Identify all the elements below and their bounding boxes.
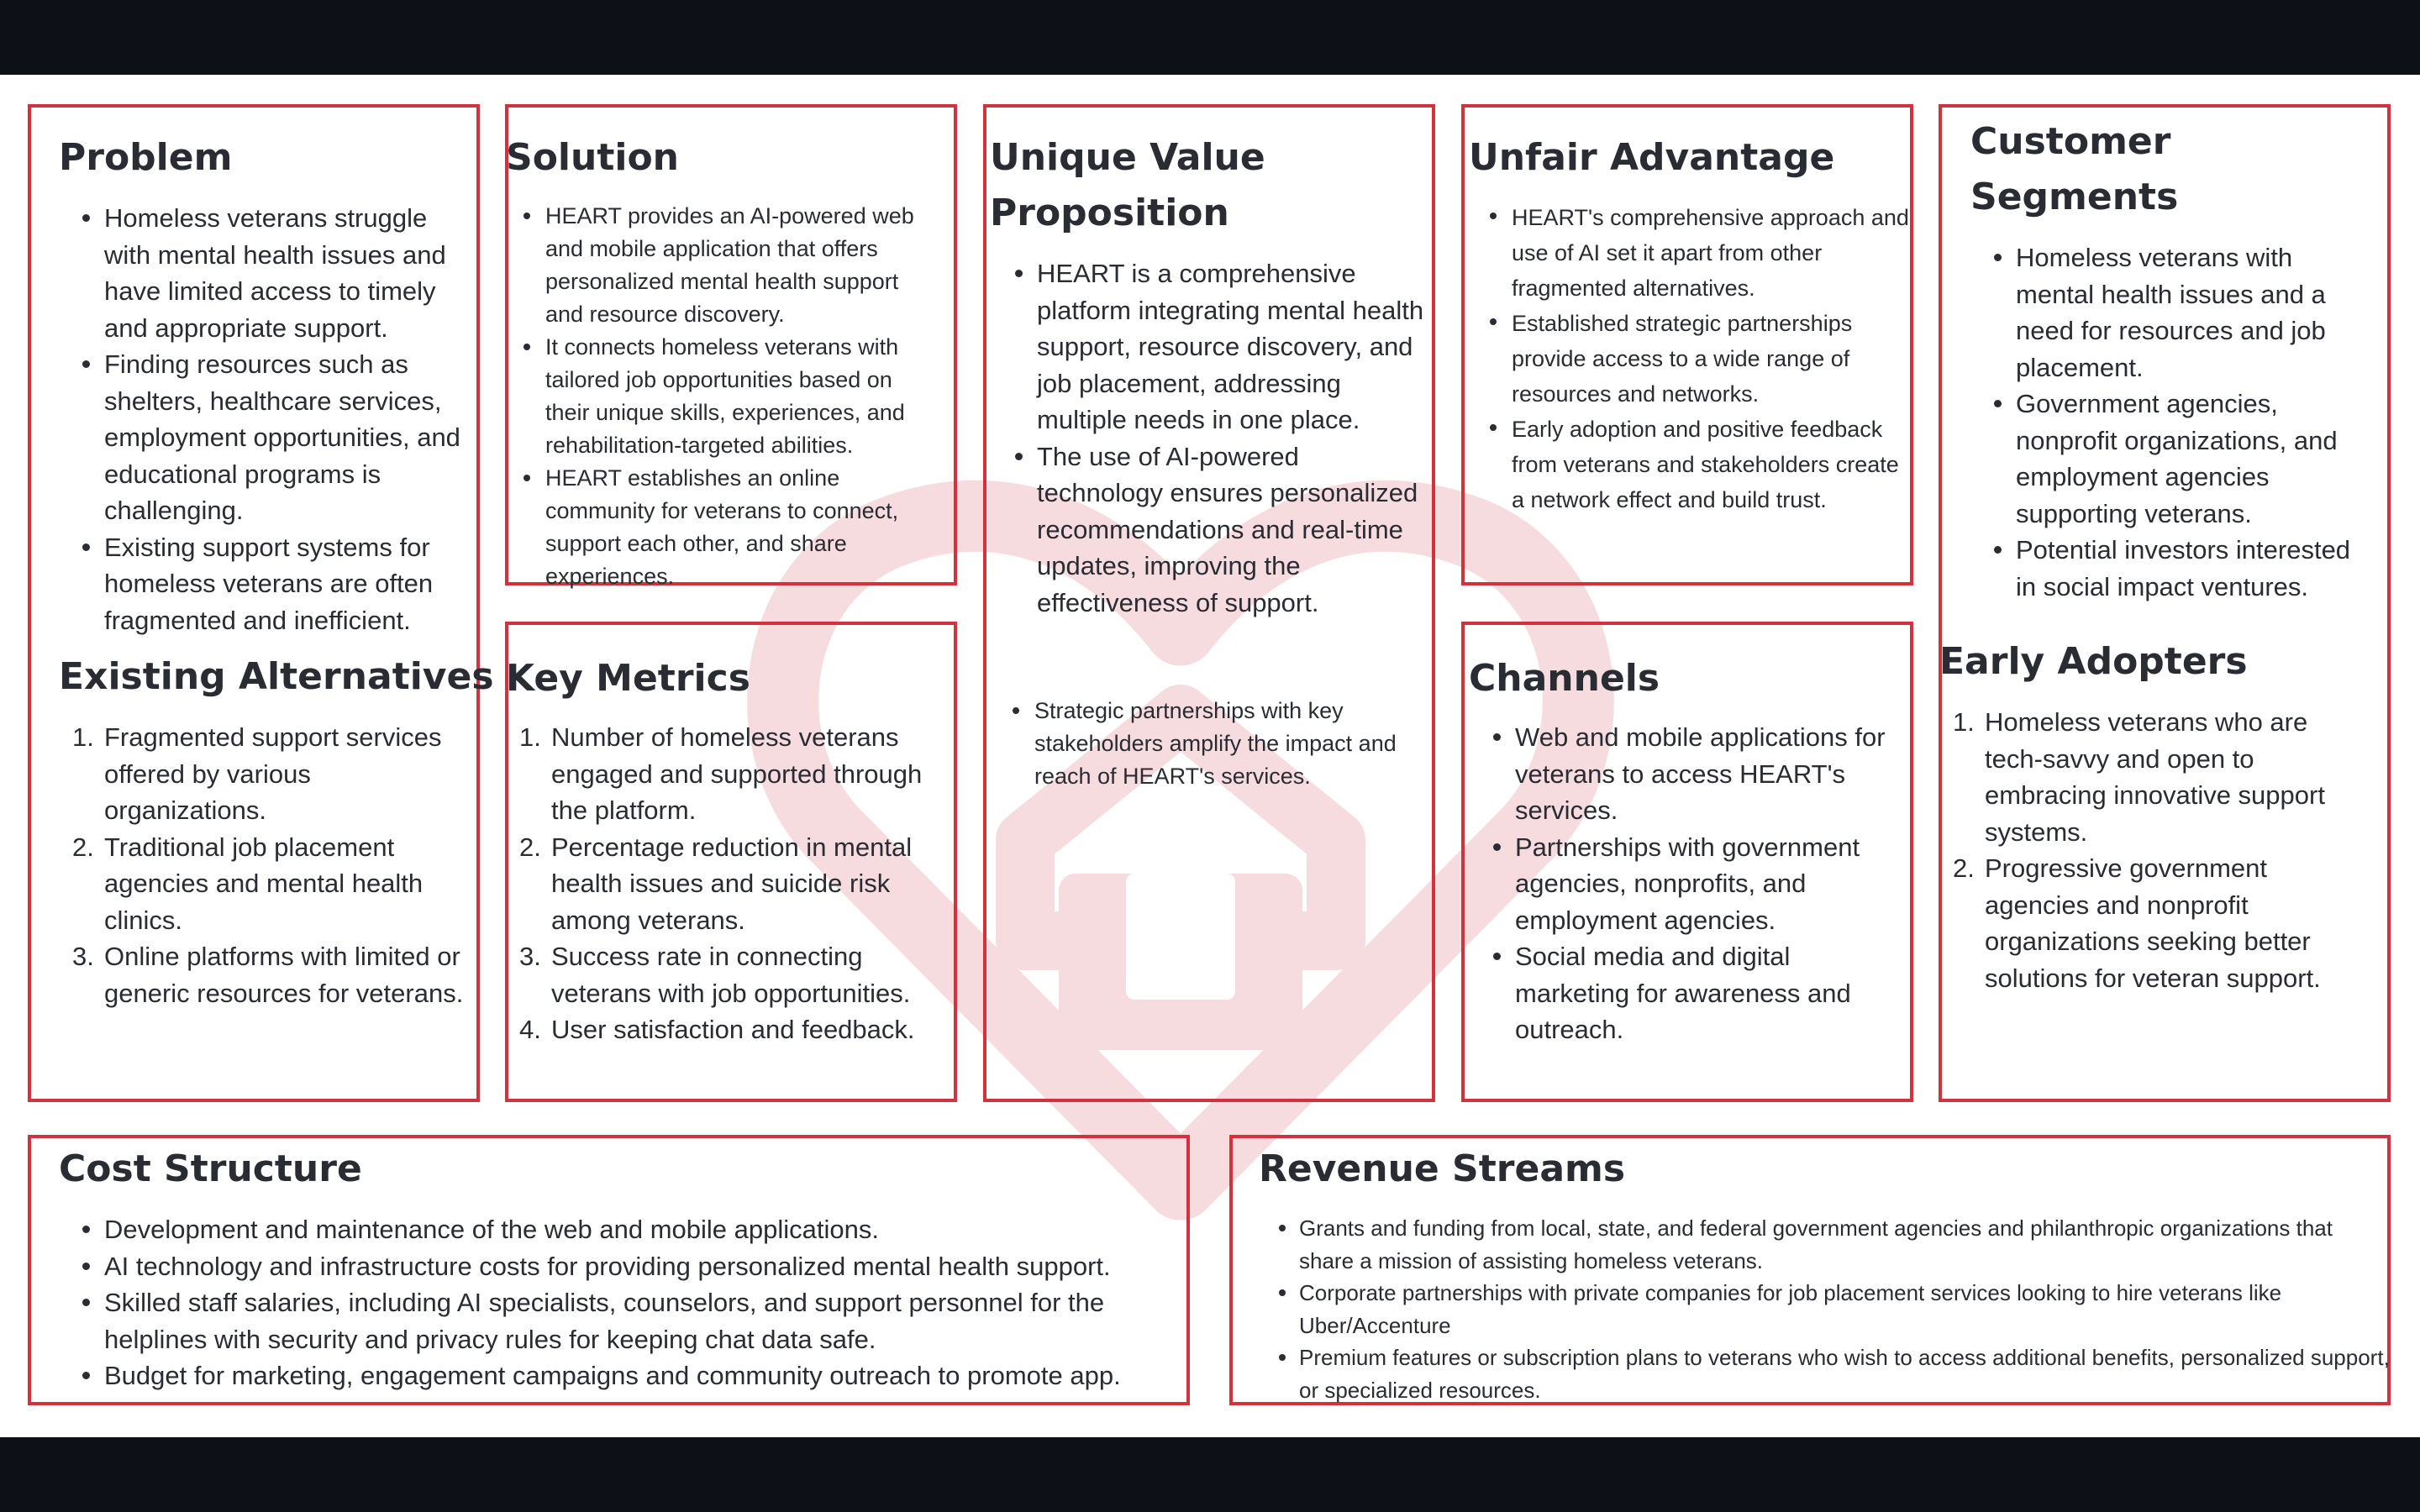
early-adopters-list <box>1985 704 2371 996</box>
list-item: Grants and funding from local, state, and federal government agencies and philanthropic organizations that share a mission of assisting homeless veterans. <box>1299 1212 2391 1277</box>
list-item: The use of AI-powered technology ensures personalized recommendations and real-time updates, improving the effectiveness of support. <box>1037 438 1425 622</box>
list-item: Homeless veterans who are tech-savvy and open to embracing innovative support systems. <box>1985 707 2325 847</box>
list-item: Budget for marketing, engagement campaigns and community outreach to promote app. <box>104 1357 1184 1394</box>
channels-title: Channels <box>1469 657 1660 700</box>
uvp-title-line1: Unique Value <box>990 136 1265 179</box>
top-letterbox-bar <box>0 0 2420 75</box>
list-item: Premium features or subscription plans to veterans who wish to access additional benefits, personalized support, or specialized resources. <box>1299 1341 2391 1406</box>
early-adopters-title: Early Adopters <box>1939 640 2248 683</box>
list-item: User satisfaction and feedback. <box>551 1015 915 1044</box>
list-item: Government agencies, nonprofit organizations, and employment agencies supporting veterans. <box>2016 386 2377 532</box>
solution-list <box>545 200 940 593</box>
list-item: Number of homeless veterans engaged and supported through the platform. <box>551 722 923 825</box>
list-item: Homeless veterans struggle with mental health issues and have limited access to timely and appropriate support. <box>104 200 474 346</box>
revenue-streams-title: Revenue Streams <box>1259 1147 1626 1190</box>
list-item: Social media and digital marketing for awareness and outreach. <box>1515 938 1903 1048</box>
cost-structure-list <box>104 1211 1184 1394</box>
bottom-letterbox-bar <box>0 1437 2420 1512</box>
solution-title: Solution <box>506 136 679 179</box>
cost-structure-title: Cost Structure <box>59 1147 362 1190</box>
problem-title: Problem <box>59 136 233 179</box>
list-item: Potential investors interested in social impact ventures. <box>2016 532 2377 605</box>
list-item: AI technology and infrastructure costs for providing personalized mental health support. <box>104 1248 1184 1285</box>
list-item: Web and mobile applications for veterans to access HEART's services. <box>1515 719 1903 829</box>
problem-list <box>104 200 474 638</box>
revenue-streams-list <box>1299 1212 2391 1406</box>
list-item: HEART's comprehensive approach and use of AI set it apart from other fragmented alternatives. <box>1512 200 1915 306</box>
uvp-list-small <box>1034 695 1413 793</box>
customer-segments-title-line2: Segments <box>1970 176 2179 218</box>
customer-segments-title-line1: Customer <box>1970 120 2171 163</box>
list-item: Finding resources such as shelters, healthcare services, employment opportunities, and educational programs is challenging. <box>104 346 474 529</box>
list-item: Established strategic partnerships provide access to a wide range of resources and networks. <box>1512 306 1915 412</box>
uvp-title-line2: Proposition <box>990 192 1229 234</box>
list-item: Strategic partnerships with key stakeholders amplify the impact and reach of HEART's services. <box>1034 695 1413 793</box>
list-item: It connects homeless veterans with tailored job opportunities based on their unique skills, experiences, and rehabilitation-targeted abilities. <box>545 331 940 462</box>
list-item: Skilled staff salaries, including AI specialists, counselors, and support personnel for the helplines with security and privacy rules for keeping chat data safe. <box>104 1284 1184 1357</box>
existing-alternatives-list <box>104 719 466 1011</box>
uvp-list <box>1037 255 1425 621</box>
list-item: Online platforms with limited or generic resources for veterans. <box>104 942 464 1008</box>
existing-alternatives-title: Existing Alternatives <box>59 655 494 698</box>
list-item: Corporate partnerships with private companies for job placement services looking to hire veterans like Uber/Accenture <box>1299 1277 2391 1341</box>
list-item: Partnerships with government agencies, nonprofits, and employment agencies. <box>1515 829 1903 939</box>
unfair-advantage-title: Unfair Advantage <box>1469 136 1835 179</box>
list-item: HEART provides an AI-powered web and mobile application that offers personalized mental health support and resource discovery. <box>545 200 940 331</box>
list-item: HEART establishes an online community for veterans to connect, support each other, and share experiences. <box>545 462 940 593</box>
list-item: Success rate in connecting veterans with job opportunities. <box>551 942 911 1008</box>
list-item: Homeless veterans with mental health issues and a need for resources and job placement. <box>2016 239 2377 386</box>
list-item: Development and maintenance of the web and mobile applications. <box>104 1211 1184 1248</box>
list-item: Progressive government agencies and nonprofit organizations seeking better solutions for veteran support. <box>1985 853 2321 993</box>
list-item: Existing support systems for homeless veterans are often fragmented and inefficient. <box>104 529 474 639</box>
customer-segments-list <box>2016 239 2377 605</box>
list-item: Traditional job placement agencies and mental health clinics. <box>104 832 424 935</box>
unfair-advantage-list <box>1512 200 1915 517</box>
list-item: Early adoption and positive feedback from veterans and stakeholders create a network effect and build trust. <box>1512 412 1915 517</box>
key-metrics-list <box>551 719 946 1048</box>
list-item: Percentage reduction in mental health issues and suicide risk among veterans. <box>551 832 913 935</box>
list-item: HEART is a comprehensive platform integrating mental health support, resource discovery, and job placement, addressing multiple needs in one place. <box>1037 255 1425 438</box>
key-metrics-title: Key Metrics <box>506 657 750 700</box>
list-item: Fragmented support services offered by various organizations. <box>104 722 442 825</box>
channels-list <box>1515 719 1903 1048</box>
